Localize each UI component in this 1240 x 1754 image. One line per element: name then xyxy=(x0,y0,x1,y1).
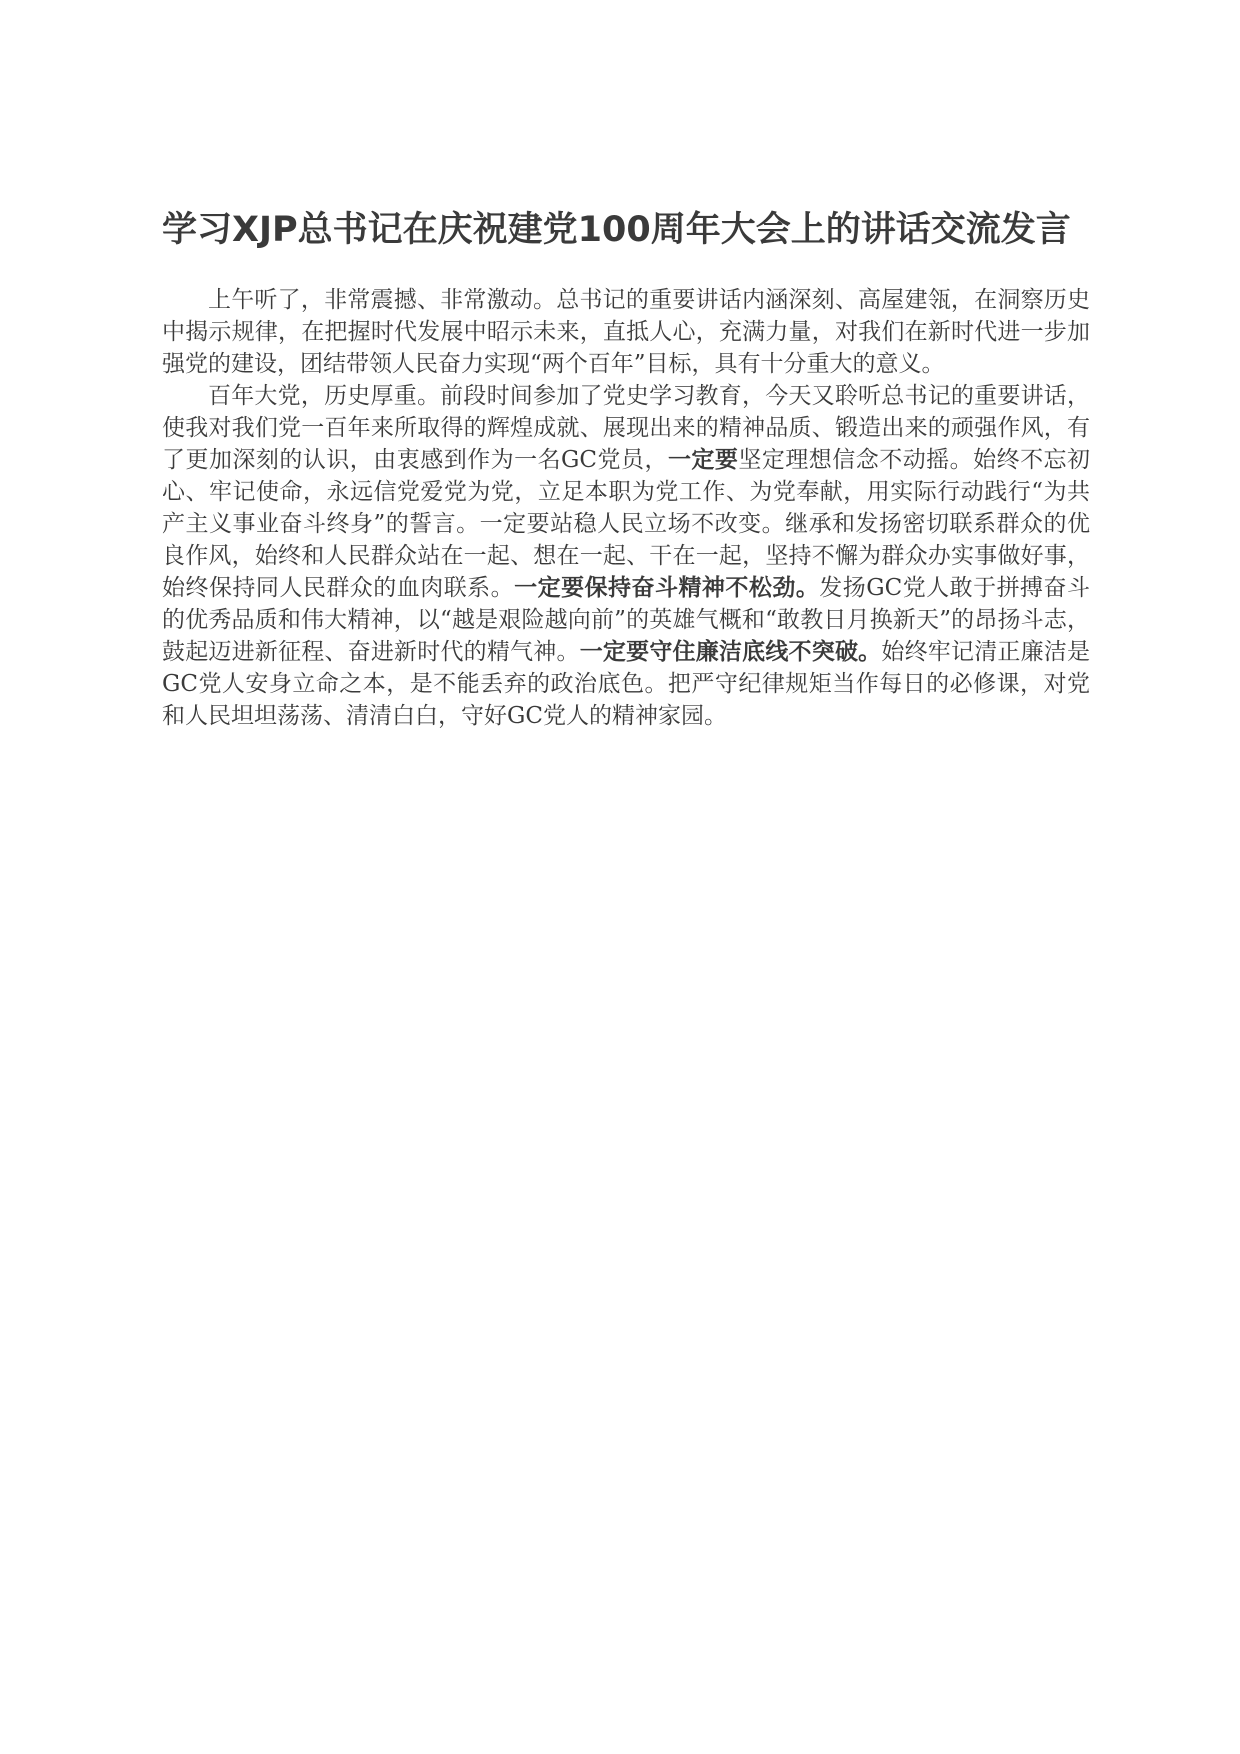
paragraph-1-text: 上午听了，非常震撼、非常激动。总书记的重要讲话内涵深刻、高屋建瓴，在洞察历史中揭示规律，在把握时代发展中昭示未来，直抵人心，充满力量，对我们在新时代进一步加强党的建设，团结带领人民奋力实现“两个百年”目标，具有十分重大的意义。 xyxy=(162,287,1090,377)
document-content xyxy=(162,198,1090,732)
emphasis-keep-striving: 一定要保持奋斗精神不松劲。 xyxy=(514,575,820,601)
emphasis-integrity: 一定要守住廉洁底线不突破。 xyxy=(579,639,882,665)
paragraph-2-text: 坚定理想信念不动摇。始终不忘初心、牢记使命，永远信党爱党为党，立足本职为党工作、为党奉献，用实际行动践行“为共产主义事业奋斗终身”的誓言。一定要站稳人民立场不改变。继承和发扬密切联系群众的优良作风，始终和人民群众站在一起、想在一起、干在一起，坚持不懈为群众办实事做好事，始终保持同人民群众的血肉联系。 xyxy=(162,447,1091,601)
paragraph-2-text: 始终牢记清正廉洁是GC党人安身立命之本，是不能丢弃的政治底色。把严守纪律规矩当作每日的必修课，对党和人民坦坦荡荡、清清白白，守好GC党人的精神家园。 xyxy=(162,639,1091,729)
paragraph-2 xyxy=(162,380,1090,732)
paragraph-2-text: 百年大党，历史厚重。前段时间参加了党史学习教育，今天又聆听总书记的重要讲话，使我对我们党一百年来所取得的辉煌成就、展现出来的精神品质、锻造出来的顽强作风，有了更加深刻的认识，由衷感到作为一名GC党员， xyxy=(162,383,1090,473)
paragraph-2-text: 发扬GC党人敢于拼搏奋斗的优秀品质和伟大精神，以“越是艰险越向前”的英雄气概和“敢教日月换新天”的昂扬斗志，鼓起迈进新征程、奋进新时代的精气神。 xyxy=(162,575,1091,665)
emphasis-firm-belief: 一定要 xyxy=(667,447,739,473)
document-body xyxy=(162,284,1090,732)
paragraph-1 xyxy=(162,284,1090,380)
document-title: 学习XJP总书记在庆祝建党100周年大会上的讲话交流发言 xyxy=(162,210,1071,250)
